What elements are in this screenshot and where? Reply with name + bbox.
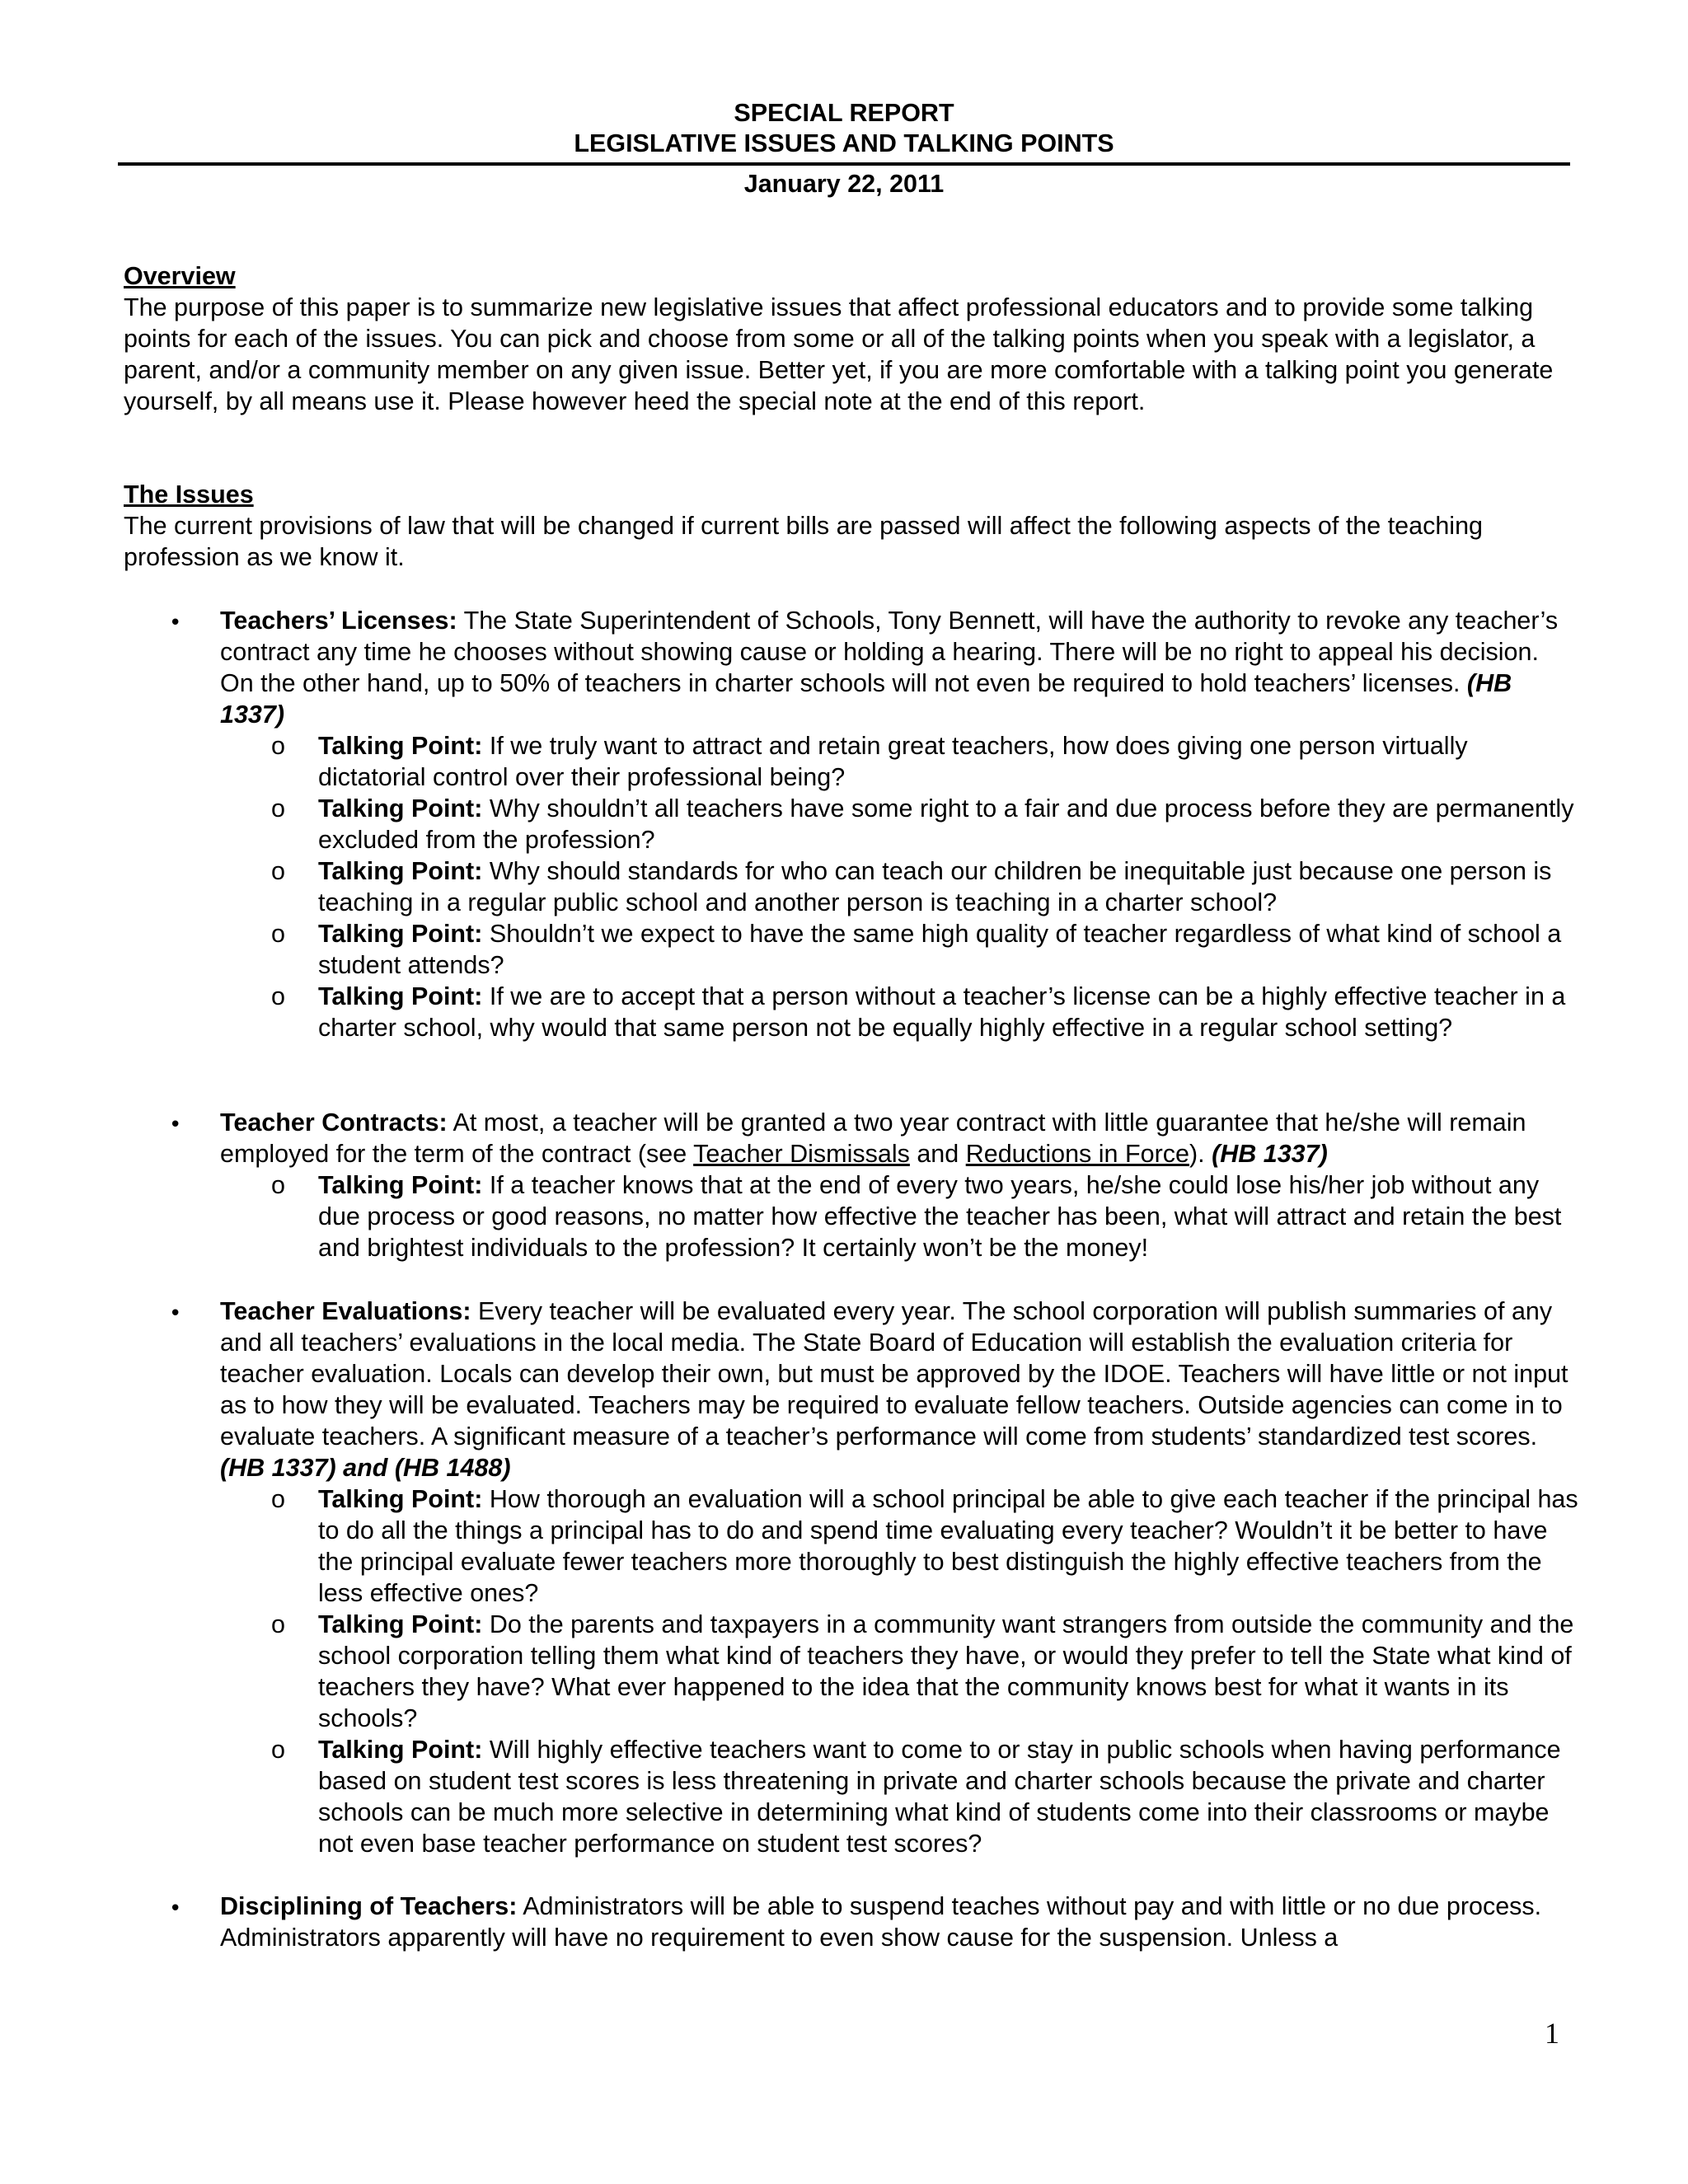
evaluations-title: Teacher Evaluations:: [220, 1297, 471, 1325]
discipline-text: Administrators will be able to suspend teaches without pay and with little or no due process. Administrators apparently will have no requirement to even show cause for the suspension. Unless a: [220, 1892, 1542, 1952]
bullet-icon: •: [169, 1113, 182, 1137]
evaluations-talking-point: [318, 1609, 1579, 1734]
talking-point-label: Talking Point:: [318, 857, 483, 885]
contracts-text: and: [909, 1140, 966, 1168]
reductions-in-force-link[interactable]: Reductions in Force: [965, 1140, 1189, 1168]
report-type-heading: SPECIAL REPORT: [734, 99, 954, 127]
contracts-bill: (HB 1337): [1212, 1140, 1328, 1168]
sub-bullet-icon: o: [271, 1171, 285, 1199]
talking-point-text: Why should standards for who can teach our children be inequitable just because one person is teaching in a regular public school and another person is teaching in a charter school?: [318, 857, 1552, 916]
talking-point-text: Do the parents and taxpayers in a community want strangers from outside the community and the school corporation telling them what kind of teachers they have, or would they prefer to tell the State what kind of teachers they have? What ever happened to the idea that the community knows best for what it wants in its schools?: [318, 1610, 1574, 1732]
sub-bullet-icon: o: [271, 1736, 285, 1764]
talking-point-label: Talking Point:: [318, 1485, 483, 1513]
licenses-talking-point: [318, 918, 1579, 981]
talking-point-text: If we truly want to attract and retain great teachers, how does giving one person virtually dictatorial control over their professional being?: [318, 732, 1468, 791]
sub-bullet-icon: o: [271, 982, 285, 1010]
report-title: LEGISLATIVE ISSUES AND TALKING POINTS: [574, 129, 1114, 157]
talking-point-text: If we are to accept that a person without a teacher’s license can be a highly effective teacher in a charter school, why would that same person not be equally highly effective in a regular school setting?: [318, 982, 1566, 1042]
evaluations-text: Every teacher will be evaluated every year. The school corporation will publish summaries of any and all teachers’ evaluations in the local media. The State Board of Education will establish the evaluation criteria for teacher evaluation. Locals can develop their own, but must be approved by the IDOE. Teachers will have little or not input as to how they will be evaluated. Teachers may be required to evaluate fellow teachers. Outside agencies can come in to evaluate teachers. A significant measure of a teacher’s performance will come from students’ standardized test scores.: [220, 1297, 1568, 1451]
licenses-title: Teachers’ Licenses:: [220, 607, 457, 635]
issues-heading: The Issues: [124, 480, 254, 509]
sub-bullet-icon: o: [271, 1485, 285, 1513]
licenses-talking-point: [318, 793, 1579, 855]
talking-point-label: Talking Point:: [318, 920, 483, 948]
sub-bullet-icon: o: [271, 732, 285, 760]
talking-point-label: Talking Point:: [318, 794, 483, 823]
sub-bullet-icon: o: [271, 857, 285, 885]
talking-point-text: Shouldn’t we expect to have the same high quality of teacher regardless of what kind of school a student attends?: [318, 920, 1562, 979]
bullet-icon: •: [169, 1301, 182, 1326]
licenses-talking-point: [318, 981, 1579, 1043]
sub-bullet-icon: o: [271, 794, 285, 823]
bullet-icon: •: [169, 1896, 182, 1921]
talking-point-label: Talking Point:: [318, 732, 483, 760]
page-number: 1: [1545, 2017, 1559, 2050]
teacher-dismissals-link[interactable]: Teacher Dismissals: [693, 1140, 910, 1168]
talking-point-text: How thorough an evaluation will a school principal be able to give each teacher if the principal has to do all the things a principal has to do and spend time evaluating every teacher? Wouldn’t it be better to have the principal evaluate fewer teachers more thoroughly to best distinguish the highly effective teachers from the less effective ones?: [318, 1485, 1578, 1607]
licenses-talking-point: [318, 730, 1579, 793]
discipline-item: [220, 1891, 1572, 1953]
talking-point-label: Talking Point:: [318, 1171, 483, 1199]
report-date: January 22, 2011: [743, 170, 945, 198]
sub-bullet-icon: o: [271, 1610, 285, 1638]
issues-intro-paragraph: The current provisions of law that will be changed if current bills are passed will affect the following aspects of the teaching profession as we know it.: [124, 512, 1484, 571]
talking-point-text: Why shouldn’t all teachers have some right to a fair and due process before they are permanently excluded from the profession?: [318, 794, 1574, 854]
licenses-talking-point: [318, 855, 1579, 918]
evaluations-talking-point: [318, 1734, 1579, 1859]
contracts-talking-point: [318, 1169, 1579, 1263]
evaluations-talking-point: [318, 1483, 1579, 1609]
contracts-text: At most, a teacher will be granted a two year contract with little guarantee that he/she will remain employed for the term of the contract (see: [220, 1108, 1526, 1168]
talking-point-label: Talking Point:: [318, 1610, 483, 1638]
talking-point-label: Talking Point:: [318, 1736, 483, 1764]
talking-point-label: Talking Point:: [318, 982, 483, 1010]
bullet-icon: •: [169, 611, 182, 635]
discipline-title: Disciplining of Teachers:: [220, 1892, 518, 1920]
evaluations-item: [220, 1296, 1572, 1483]
talking-point-text: Will highly effective teachers want to come to or stay in public schools when having performance based on student test scores is less threatening in private and charter schools because the private and charter schools can be much more selective in determining what kind of students come into their classrooms or maybe not even base teacher performance on student test scores?: [318, 1736, 1561, 1858]
talking-point-text: If a teacher knows that at the end of every two years, he/she could lose his/her job without any due process or good reasons, no matter how effective the teacher has been, what will attract and retain the best and brightest individuals to the profession? It certainly won’t be the money!: [318, 1171, 1562, 1262]
contracts-text: ).: [1189, 1140, 1212, 1168]
licenses-item: [220, 605, 1572, 730]
overview-heading: Overview: [124, 262, 236, 290]
contracts-item: [220, 1107, 1572, 1169]
sub-bullet-icon: o: [271, 920, 285, 948]
licenses-bill: (HB 1337): [220, 669, 1512, 729]
licenses-text: The State Superintendent of Schools, Tony Bennett, will have the authority to revoke any teacher’s contract any time he chooses without showing cause or holding a hearing. There will be no right to appeal his decision. On the other hand, up to 50% of teachers in charter schools will not even be required to hold teachers’ licenses.: [220, 607, 1559, 697]
evaluations-bill: (HB 1337) and (HB 1488): [220, 1454, 511, 1482]
title-rule: [118, 162, 1570, 166]
contracts-title: Teacher Contracts:: [220, 1108, 448, 1137]
overview-paragraph: The purpose of this paper is to summarize new legislative issues that affect professional educators and to provide some talking points for each of the issues. You can pick and choose from some or all of the talking points when you speak with a legislator, a parent, and/or a community member on any given issue. Better yet, if you are more comfortable with a talking point you generate yourself, by all means use it. Please however heed the special note at the end of this report.: [124, 293, 1554, 415]
